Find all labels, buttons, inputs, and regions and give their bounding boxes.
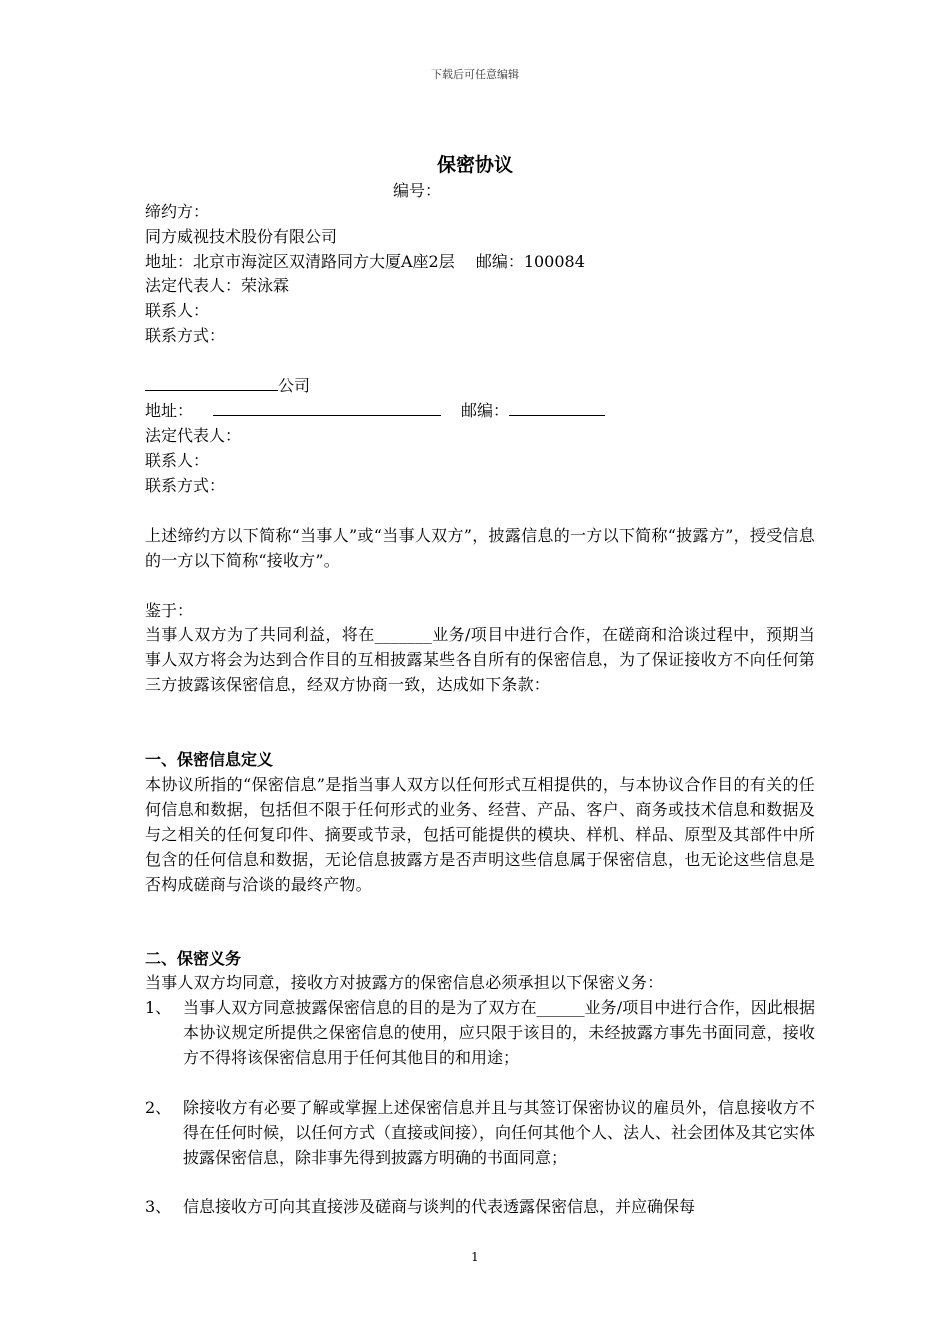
intro-paragraph: 上述缔约方以下简称“当事人”或“当事人双方”，披露信息的一方以下简称“披露方”，授受信息的一方以下简称“接收方”。	[145, 526, 815, 570]
document-number-label: 编号：	[393, 181, 442, 200]
party-b-address-label: 地址：	[145, 401, 194, 420]
list-item-number: 3、	[145, 1197, 172, 1216]
list-item-text: 信息接收方可向其直接涉及磋商与谈判的代表透露保密信息，并应确保每	[183, 1197, 696, 1216]
party-b-company-blank	[145, 373, 278, 391]
list-item-text: 除接收方有必要了解或掌握上述保密信息并且与其签订保密协议的雇员外，信息接收方不得在任何时候，以任何方式（直接或间接），向任何其他个人、法人、社会团体及其它实体披露保密信息，除非事先得到披露方明确的书面同意；	[183, 1098, 816, 1167]
section-1-body: 本协议所指的“保密信息”是指当事人双方以任何形式互相提供的，与本协议合作目的有关的任何信息和数据，包括但不限于任何形式的业务、经营、产品、客户、商务或技术信息和数据及与之相关的任何复印件、摘要或节录，包括可能提供的模块、样机、样品、原型及其部件中所包含的任何信息和数据，无论信息披露方是否声明这些信息属于保密信息，也无论这些信息是否构成磋商与洽谈的最终产物。	[145, 775, 815, 894]
document-title: 保密协议	[436, 154, 513, 176]
list-item-number: 1、	[145, 998, 172, 1017]
section-2-heading: 二、保密义务	[145, 949, 242, 968]
list-item-number: 2、	[145, 1098, 172, 1117]
party-a-contact-person: 联系人：	[145, 301, 210, 320]
party-b-postcode-blank	[509, 398, 605, 416]
list-item	[145, 995, 815, 1070]
party-b-address-line	[145, 398, 605, 423]
party-b-company-suffix: 公司	[278, 376, 311, 395]
party-a-heading: 缔约方：	[145, 202, 210, 221]
party-b-company-line	[145, 373, 310, 398]
party-b-address-blank	[213, 398, 441, 416]
party-b-contact-person: 联系人：	[145, 451, 210, 470]
party-a-legal-rep: 法定代表人：荣泳霖	[145, 276, 290, 295]
header-note: 下载后可任意编辑	[431, 68, 519, 81]
section-1-heading: 一、保密信息定义	[145, 750, 274, 769]
list-item	[145, 1095, 815, 1170]
party-b-postcode-label: 邮编：	[461, 401, 510, 420]
party-b-legal-rep: 法定代表人：	[145, 426, 242, 445]
page-number: 1	[471, 1250, 479, 1264]
list-item	[145, 1194, 815, 1219]
party-a-company: 同方威视技术股份有限公司	[145, 227, 338, 246]
list-item-text: 当事人双方同意披露保密信息的目的是为了双方在______业务/项目中进行合作，因此根据本协议规定所提供之保密信息的使用，应只限于该目的，未经披露方事先书面同意，接收方不得将该保密信息用于任何其他目的和用途；	[183, 998, 815, 1067]
whereas-label: 鉴于：	[145, 601, 194, 620]
party-a-address: 地址：北京市海淀区双清路同方大厦A座2层 邮编：100084	[145, 252, 585, 271]
party-b-contact-method: 联系方式：	[145, 476, 226, 495]
section-2-intro: 当事人双方均同意，接收方对披露方的保密信息必须承担以下保密义务：	[145, 973, 664, 992]
whereas-paragraph: 当事人双方为了共同利益，将在_______业务/项目中进行合作，在磋商和洽谈过程中，预期当事人双方将会为达到合作目的互相披露某些各自所有的保密信息，为了保证接收方不向任何第三方披露该保密信息，经双方协商一致，达成如下条款：	[145, 625, 815, 694]
party-a-contact-method: 联系方式：	[145, 326, 226, 345]
